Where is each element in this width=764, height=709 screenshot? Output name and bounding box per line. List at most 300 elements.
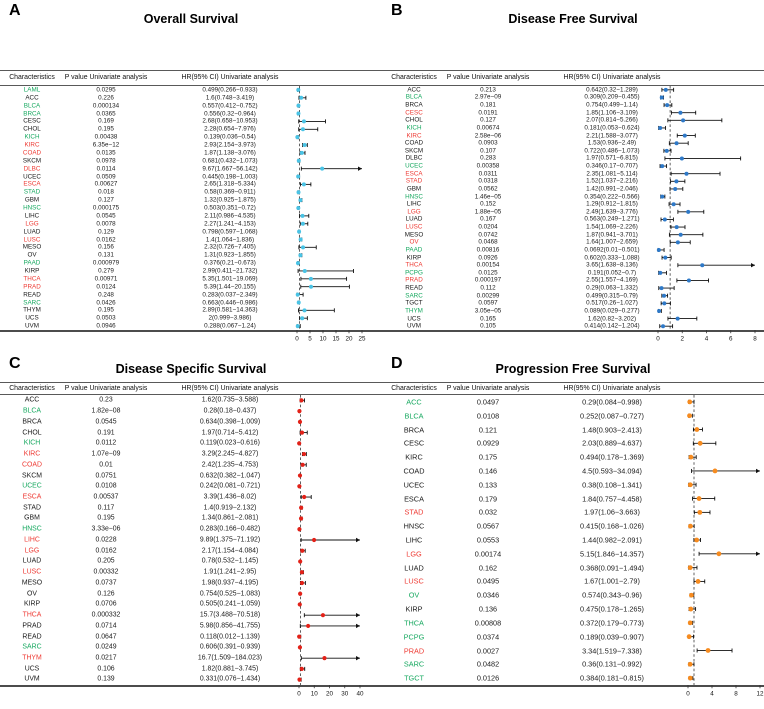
forest-dot — [683, 134, 687, 138]
p-value: 0.121 — [478, 425, 498, 435]
hr-ci-value: 0.372(0.179−0.773) — [580, 618, 644, 628]
characteristic-label: THYM — [23, 306, 41, 314]
panel-letter-a: A — [9, 2, 21, 19]
column-header-hr-ci: HR(95% CI) Univariate analysis — [563, 385, 661, 392]
forest-dot — [303, 269, 307, 273]
hr-ci-value: 1.67(1.001−2.79) — [584, 576, 640, 586]
p-value: 0.0742 — [478, 231, 498, 239]
forest-dot — [297, 635, 301, 639]
p-value: 0.0482 — [476, 659, 500, 669]
p-value: 0.0545 — [96, 212, 116, 220]
axis-tick-label: 4 — [710, 690, 714, 698]
p-value: 0.117 — [97, 504, 115, 512]
hr-ci-value: 1.44(0.982−2.091) — [582, 535, 642, 545]
hr-ci-value: 9.89(1.375−71.192) — [199, 536, 261, 544]
panel-disease-specific-survival — [0, 355, 382, 709]
characteristic-label: BRCA — [403, 425, 425, 435]
characteristic-label: UVM — [24, 675, 40, 683]
hr-ci-value: 2.49(1.639−3.776) — [586, 208, 638, 216]
hr-ci-value: 1.97(0.714−5.412) — [201, 429, 259, 437]
forest-dot — [296, 112, 300, 116]
hr-ci-value: 0.445(0.198−1.003) — [202, 173, 258, 181]
p-value: 0.0374 — [476, 632, 500, 642]
p-value: 0.248 — [98, 291, 114, 299]
forest-dot — [688, 482, 693, 487]
p-value: 0.0295 — [96, 86, 116, 94]
forest-dot — [322, 656, 326, 660]
characteristic-label: LUAD — [405, 215, 423, 223]
p-value: 2.58e−06 — [474, 132, 502, 140]
p-value: 0.0597 — [478, 299, 498, 307]
hr-ci-value: 1.82(0.881−3.745) — [201, 665, 259, 673]
p-value: 0.0562 — [478, 185, 498, 193]
ci-clip-arrow — [358, 166, 362, 170]
characteristic-label: LUSC — [22, 568, 42, 576]
axis-tick-label: 20 — [325, 690, 334, 698]
hr-ci-value: 0.38(0.108−1.341) — [582, 480, 642, 490]
ci-clip-arrow — [356, 656, 360, 660]
p-value: 0.0545 — [95, 418, 117, 426]
forest-dot — [658, 126, 662, 130]
hr-ci-value: 1.85(1.106−3.109) — [586, 109, 638, 117]
hr-ci-value: 0.574(0.343−0.96) — [582, 590, 642, 600]
hr-ci-value: 0.634(0.398−1.009) — [199, 418, 261, 426]
forest-dot — [300, 214, 304, 218]
forest-dot — [298, 602, 302, 606]
hr-ci-value: 4.5(0.593−34.094) — [582, 466, 642, 476]
p-value: 0.01 — [99, 461, 113, 469]
forest-dot — [300, 430, 304, 434]
axis-tick-label: 30 — [341, 690, 349, 698]
characteristic-label: COAD — [22, 149, 42, 157]
p-value: 0.000332 — [91, 611, 121, 619]
hr-ci-value: 1.64(1.007−2.659) — [586, 238, 638, 246]
hr-ci-value: 0.505(0.241−1.059) — [199, 600, 261, 608]
forest-plot — [0, 395, 382, 701]
hr-ci-value: 0.663(0.446−0.986) — [202, 299, 258, 307]
forest-dot — [298, 420, 302, 424]
characteristic-label: LIHC — [24, 536, 40, 544]
hr-ci-value: 0.494(0.178−1.369) — [580, 452, 644, 462]
hr-ci-value: 2(0.999−3.986) — [208, 314, 252, 322]
hr-ci-value: 0.754(0.525−1.083) — [199, 590, 261, 598]
forest-dot — [296, 175, 300, 179]
characteristic-label: PCPG — [403, 632, 425, 642]
hr-ci-value: 0.346(0.17−0.707) — [586, 162, 638, 170]
characteristic-label: UVM — [25, 322, 39, 330]
forest-dot — [688, 607, 693, 612]
hr-ci-value: 0.722(0.486−1.073) — [584, 147, 640, 155]
forest-dot — [673, 187, 677, 191]
forest-dot — [297, 441, 301, 445]
p-value: 0.0217 — [95, 654, 117, 662]
hr-ci-value: 1.4(1.064−1.836) — [205, 236, 255, 244]
p-value: 1.88e−05 — [474, 208, 502, 216]
p-value: 0.00358 — [476, 162, 500, 170]
hr-ci-value: 0.557(0.412−0.752) — [202, 102, 258, 110]
hr-ci-value: 1.87(1.138−3.076) — [204, 149, 256, 157]
p-value: 2.97e−09 — [474, 93, 502, 101]
hr-ci-value: 2.27(1.241−4.153) — [204, 220, 256, 228]
forest-dot — [664, 88, 668, 92]
hr-ci-value: 2.28(0.654−7.976) — [204, 125, 256, 133]
axis-tick-label: 25 — [358, 335, 366, 343]
forest-dot — [688, 524, 693, 529]
characteristic-label: UCEC — [22, 482, 42, 490]
hr-ci-value: 0.606(0.391−0.939) — [199, 643, 261, 651]
header-top-rule — [0, 70, 382, 71]
hr-ci-value: 0.191(0.052−0.7) — [587, 269, 637, 277]
hr-ci-value: 3.34(1.519−7.338) — [582, 646, 642, 656]
characteristic-label: LUSC — [23, 236, 41, 244]
forest-dot — [299, 96, 303, 100]
forest-dot — [298, 253, 302, 257]
header-top-rule — [0, 382, 382, 383]
forest-dot — [698, 441, 703, 446]
p-value: 0.0124 — [96, 283, 116, 291]
p-value: 0.146 — [478, 466, 498, 476]
header-top-rule — [382, 70, 764, 71]
hr-ci-value: 2.21(1.588−3.077) — [586, 132, 638, 140]
column-header-characteristics: Characteristics — [391, 385, 437, 392]
forest-dot — [302, 495, 306, 499]
hr-ci-value: 1.97(1.06−3.663) — [584, 507, 640, 517]
hr-ci-value: 0.283(0.166−0.482) — [199, 525, 261, 533]
p-value: 0.000175 — [92, 204, 120, 212]
forest-dot — [665, 149, 669, 153]
characteristic-label: PRAD — [22, 622, 42, 630]
forest-dot — [657, 309, 661, 313]
hr-ci-value: 1.98(0.937−4.195) — [201, 579, 259, 587]
forest-dot — [299, 398, 303, 402]
hr-ci-value: 1.6(0.748−3.419) — [205, 94, 255, 102]
p-value: 0.129 — [98, 228, 114, 236]
hr-ci-value: 0.242(0.081−0.721) — [199, 482, 261, 490]
forest-dot — [687, 278, 691, 282]
hr-ci-value: 0.36(0.131−0.992) — [582, 659, 642, 669]
characteristic-label: KIRP — [405, 604, 423, 614]
characteristic-label: TGCT — [405, 299, 423, 307]
axis-tick-label: 8 — [753, 335, 757, 343]
characteristic-label: BLCA — [23, 102, 41, 110]
forest-dot — [663, 256, 667, 260]
axis-tick-label: 0 — [686, 690, 690, 698]
hr-ci-value: 2.93(2.154−3.973) — [204, 141, 256, 149]
ci-clip-arrow — [356, 613, 360, 617]
forest-plot — [382, 395, 764, 701]
forest-dot — [303, 308, 307, 312]
forest-dot — [298, 473, 302, 477]
p-value: 0.00971 — [94, 275, 118, 283]
hr-ci-value: 1.54(1.069−2.226) — [586, 223, 638, 231]
characteristic-label: STAD — [405, 177, 423, 185]
p-value: 0.0112 — [95, 439, 117, 447]
p-value: 0.0311 — [478, 170, 498, 178]
p-value: 0.00154 — [476, 261, 500, 269]
panel-overall-survival — [0, 0, 382, 354]
axis-tick-label: 15 — [332, 335, 340, 343]
p-value: 0.169 — [98, 117, 114, 125]
p-value: 0.0426 — [96, 299, 116, 307]
characteristic-label: COAD — [404, 139, 424, 147]
forest-plot — [382, 86, 764, 346]
hr-ci-value: 5.98(0.856−41.755) — [199, 622, 261, 630]
forest-dot — [298, 645, 302, 649]
forest-dot — [660, 195, 664, 199]
forest-dot — [297, 409, 301, 413]
p-value: 0.0078 — [96, 220, 116, 228]
characteristic-label: THYM — [405, 307, 423, 315]
characteristic-label: UCEC — [403, 480, 425, 490]
characteristic-label: OV — [27, 251, 37, 259]
characteristic-label: MESO — [404, 231, 424, 239]
characteristic-label: KIRP — [406, 254, 422, 262]
characteristic-label: ESCA — [404, 494, 424, 504]
axis-tick-label: 8 — [734, 690, 738, 698]
characteristic-label: UCEC — [405, 162, 423, 170]
hr-ci-value: 0.681(0.432−1.073) — [202, 157, 258, 165]
characteristic-label: CHOL — [23, 125, 41, 133]
characteristic-label: LIHC — [405, 535, 423, 545]
p-value: 0.0162 — [95, 547, 117, 555]
p-value: 0.0191 — [478, 109, 498, 117]
characteristic-label: MESO — [22, 243, 42, 251]
forest-dot — [680, 156, 684, 160]
p-value: 0.136 — [478, 604, 498, 614]
hr-ci-value: 0.798(0.597−1.068) — [202, 228, 258, 236]
characteristic-label: LUAD — [23, 228, 41, 236]
hr-ci-value: 2.11(0.986−4.535) — [204, 212, 256, 220]
hr-ci-value: 0.29(0.063−1.332) — [586, 284, 638, 292]
p-value: 0.0751 — [95, 472, 117, 479]
characteristic-label: THCA — [23, 275, 41, 283]
forest-dot — [678, 111, 682, 115]
characteristic-label: LAML — [23, 86, 41, 94]
characteristic-label: GBM — [406, 185, 422, 193]
characteristic-label: ACC — [25, 94, 39, 102]
hr-ci-value: 5.35(1.501−19.069) — [202, 275, 258, 283]
characteristic-label: DLBC — [405, 154, 423, 162]
panel-title-progression-free-survival: Progression Free Survival — [495, 362, 651, 376]
p-value: 0.0126 — [476, 673, 500, 683]
forest-dot — [297, 230, 301, 234]
hr-ci-value: 1.34(0.861−2.081) — [201, 514, 259, 522]
characteristic-label: READ — [22, 633, 42, 641]
column-header-pvalue: P value Univariate analysis — [446, 385, 530, 392]
hr-ci-value: 1.84(0.757−4.458) — [582, 494, 642, 504]
characteristic-label: SARC — [405, 292, 423, 300]
characteristic-label: PRAD — [23, 283, 41, 291]
hr-ci-value: 5.39(1.44−20.155) — [204, 283, 256, 291]
panel-letter-d: D — [391, 355, 403, 372]
forest-dot — [657, 248, 661, 252]
forest-dot — [298, 559, 302, 563]
column-header-hr-ci: HR(95% CI) Univariate analysis — [181, 385, 279, 392]
characteristic-label: ACC — [406, 397, 422, 407]
hr-ci-value: 0.642(0.32−1.289) — [586, 86, 638, 94]
characteristic-label: HNSC — [22, 525, 42, 533]
hr-ci-value: 9.67(1.667−56.142) — [202, 165, 258, 173]
characteristic-label: BRCA — [405, 101, 423, 109]
characteristic-label: SARC — [23, 299, 41, 307]
ci-clip-arrow — [756, 469, 760, 473]
hr-ci-value: 0.632(0.382−1.047) — [199, 472, 261, 479]
forest-dot — [298, 198, 302, 202]
column-header-characteristics: Characteristics — [9, 74, 55, 81]
forest-dot — [688, 620, 693, 625]
characteristic-label: BRCA — [22, 418, 42, 426]
hr-ci-value: 1.62(0.735−3.588) — [201, 396, 259, 404]
p-value: 0.107 — [480, 147, 496, 155]
forest-dot — [662, 294, 666, 298]
p-value: 0.181 — [480, 101, 496, 109]
axis-tick-label: 0 — [297, 690, 301, 698]
p-value: 0.0946 — [96, 322, 116, 330]
p-value: 0.195 — [97, 514, 115, 522]
forest-dot — [296, 104, 300, 108]
p-value: 0.00332 — [93, 568, 119, 576]
hr-ci-value: 2.65(1.318−5.334) — [204, 180, 256, 188]
characteristic-label: THCA — [405, 261, 423, 269]
p-value: 0.018 — [98, 188, 114, 196]
forest-dot — [297, 159, 301, 163]
characteristic-label: PAAD — [23, 259, 41, 267]
forest-dot — [675, 225, 679, 229]
forest-dot — [688, 676, 693, 681]
forest-dot — [687, 413, 692, 418]
hr-ci-value: 1.4(0.919−2.132) — [203, 504, 257, 512]
forest-dot — [298, 592, 302, 596]
characteristic-label: STAD — [23, 504, 41, 512]
panel-letter-b: B — [391, 2, 403, 19]
characteristic-label: CESC — [403, 438, 425, 448]
column-header-pvalue: P value Univariate analysis — [64, 385, 148, 392]
characteristic-label: BLCA — [404, 411, 424, 421]
hr-ci-value: 0.58(0.369−0.911) — [204, 188, 256, 196]
axis-tick-label: 40 — [356, 690, 364, 698]
characteristic-label: HNSC — [23, 204, 41, 212]
p-value: 0.106 — [97, 665, 115, 673]
forest-dot — [296, 261, 300, 265]
forest-dot — [299, 516, 303, 520]
forest-dot — [296, 293, 300, 297]
p-value: 0.0737 — [95, 579, 117, 587]
p-value: 0.0108 — [476, 411, 500, 421]
p-value: 0.032 — [478, 507, 498, 517]
forest-dot — [299, 237, 303, 241]
forest-dot — [303, 143, 307, 147]
characteristic-label: PRAD — [403, 646, 425, 656]
hr-ci-value: 0.252(0.087−0.727) — [580, 411, 644, 421]
forest-dot — [663, 217, 667, 221]
forest-dot — [297, 190, 301, 194]
p-value: 0.0903 — [478, 139, 498, 147]
hr-ci-value: 0.283(0.037−2.349) — [202, 291, 258, 299]
axis-tick-label: 12 — [756, 690, 764, 698]
characteristic-label: BRCA — [23, 110, 41, 118]
hr-ci-value: 0.754(0.499−1.14) — [586, 101, 638, 109]
p-value: 0.133 — [478, 480, 498, 490]
forest-dot — [301, 222, 305, 226]
hr-ci-value: 0.119(0.023−0.616) — [200, 439, 260, 447]
characteristic-label: DLBC — [23, 165, 41, 173]
hr-ci-value: 1.32(0.925−1.875) — [204, 196, 256, 204]
header-top-rule — [382, 382, 764, 383]
p-value: 0.0978 — [96, 157, 116, 165]
hr-ci-value: 0.288(0.067−1.24) — [204, 322, 256, 330]
forest-dot — [713, 469, 718, 474]
forest-dot — [684, 172, 688, 176]
p-value: 0.000979 — [92, 259, 120, 267]
characteristic-label: LGG — [25, 220, 39, 228]
ci-clip-arrow — [356, 624, 360, 628]
column-header-pvalue: P value Univariate analysis — [64, 74, 148, 81]
forest-dot — [301, 127, 305, 131]
p-value: 0.213 — [480, 86, 496, 94]
p-value: 0.0108 — [95, 482, 117, 490]
characteristic-label: OV — [408, 590, 420, 600]
ci-clip-arrow — [356, 538, 360, 542]
p-value: 0.165 — [480, 315, 496, 323]
characteristic-label: THYM — [22, 654, 42, 662]
hr-ci-value: 3.39(1.436−8.02) — [203, 493, 257, 501]
forest-dot — [675, 141, 679, 145]
ci-clip-arrow — [751, 263, 755, 267]
hr-ci-value: 0.354(0.222−0.566) — [584, 193, 640, 201]
characteristic-label: KIRP — [23, 600, 41, 608]
p-value: 0.0509 — [96, 173, 116, 181]
characteristic-label: ACC — [407, 86, 421, 94]
characteristic-label: LGG — [407, 208, 421, 216]
forest-dot — [672, 202, 676, 206]
forest-dot — [300, 667, 304, 671]
forest-dot — [297, 484, 301, 488]
forest-dot — [660, 164, 664, 168]
p-value: 0.0567 — [476, 521, 500, 531]
forest-dot — [717, 551, 722, 556]
p-value: 0.0714 — [95, 622, 117, 630]
forest-dot — [688, 565, 693, 570]
p-value: 0.126 — [97, 590, 115, 598]
axis-tick-label: 10 — [310, 690, 318, 698]
hr-ci-value: 5.15(1.846−14.357) — [580, 549, 644, 559]
axis-tick-label: 6 — [728, 335, 733, 343]
forest-dot — [661, 324, 665, 328]
characteristic-label: PAAD — [405, 246, 423, 254]
p-value: 0.195 — [98, 306, 114, 314]
axis-tick-label: 0 — [656, 335, 660, 343]
hr-ci-value: 0.503(0.351−0.72) — [204, 204, 256, 212]
hr-ci-value: 2.07(0.814−5.266) — [586, 116, 638, 124]
p-value: 0.112 — [480, 284, 496, 292]
p-value: 0.0365 — [96, 110, 116, 118]
forest-dot — [687, 400, 692, 405]
axis-tick-label: 2 — [680, 335, 685, 343]
characteristic-label: ESCA — [23, 180, 41, 188]
panel-title-disease-specific-survival: Disease Specific Survival — [115, 362, 267, 376]
hr-ci-value: 2.89(0.581−14.363) — [202, 306, 258, 314]
p-value: 0.0495 — [476, 576, 500, 586]
p-value: 0.0926 — [478, 254, 498, 262]
hr-ci-value: 0.0692(0.01−0.501) — [584, 246, 640, 254]
p-value: 0.0468 — [478, 238, 498, 246]
forest-dot — [295, 135, 299, 139]
characteristic-label: LUSC — [405, 223, 423, 231]
hr-ci-value: 1.42(0.991−2.046) — [586, 185, 638, 193]
p-value: 0.0706 — [95, 600, 117, 608]
p-value: 1.46e−05 — [474, 193, 502, 201]
hr-ci-value: 1.91(1.241−2.95) — [203, 568, 257, 576]
